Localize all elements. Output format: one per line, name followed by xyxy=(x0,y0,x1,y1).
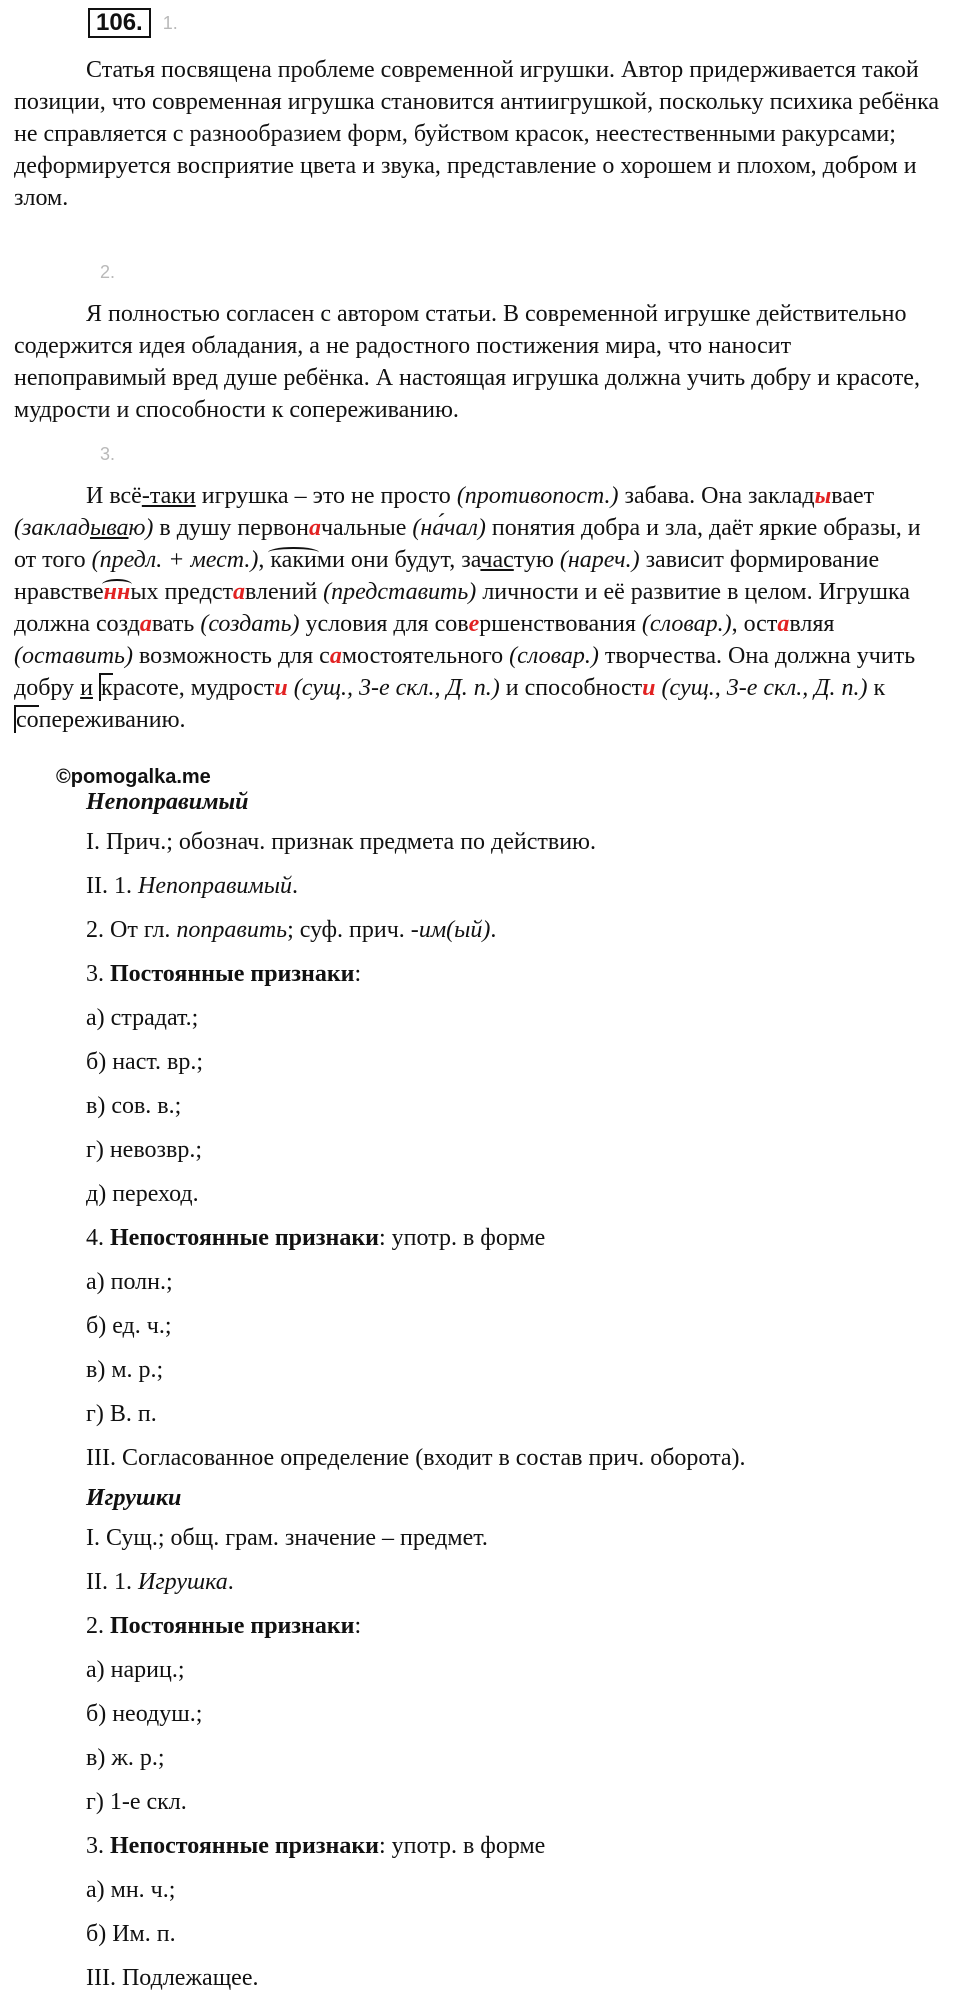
text-run: Игрушка xyxy=(137,1569,228,1595)
text-run: им(ый) xyxy=(418,917,491,943)
text-run: 2. xyxy=(86,1613,110,1639)
text-run: Непоправимый xyxy=(137,873,292,899)
text-run: 3. xyxy=(86,1833,110,1859)
text-run: зависит формирование нравстве xyxy=(14,547,880,605)
text-run: и xyxy=(642,675,656,701)
text-run: : xyxy=(354,1613,362,1639)
text-run: условия для сов xyxy=(299,611,469,637)
text-run: мостоятельного xyxy=(341,643,510,669)
analysis-line xyxy=(86,1128,946,1172)
analysis-line xyxy=(86,1392,946,1436)
analysis-line xyxy=(86,952,946,996)
text-run: Непостоянные признаки xyxy=(110,1225,379,1251)
text-run: игрушка – это не просто xyxy=(195,483,457,509)
text-run: е xyxy=(468,611,480,637)
text-run: I. Прич.; обознач. признак предмета по действию. xyxy=(86,829,596,855)
watermark: ©pomogalka.me xyxy=(56,766,211,788)
text-run: (оставить) xyxy=(14,643,133,669)
analysis-line xyxy=(86,1084,946,1128)
analysis-line xyxy=(86,1780,946,1824)
text-run: 2. От гл. xyxy=(86,917,177,943)
analysis-line xyxy=(86,1304,946,1348)
analysis-line xyxy=(86,1172,946,1216)
text-run: (создать) xyxy=(200,611,300,637)
analysis-word-title: Непоправимый xyxy=(86,789,249,815)
text-run: ых предст xyxy=(130,579,233,605)
text-run: Постоянные признаки xyxy=(110,1613,355,1639)
text-run: а) страдат.; xyxy=(86,1005,199,1031)
analysis-line xyxy=(86,1040,946,1084)
text-run: а) полн.; xyxy=(86,1269,173,1295)
text-run: вать xyxy=(151,611,201,637)
text-run: влений xyxy=(244,579,324,605)
text-run: -таки xyxy=(141,483,196,509)
text-run: в) ж. р.; xyxy=(86,1745,165,1771)
text-run: расоте, мудрост xyxy=(112,675,275,701)
text-run: Постоянные признаки xyxy=(110,961,355,987)
analysis-line xyxy=(86,864,946,908)
analysis-line xyxy=(86,1736,946,1780)
text-run: : употр. в форме xyxy=(378,1225,546,1251)
text-run: (нареч.) xyxy=(559,547,640,573)
text-run: (предл. + мест.) xyxy=(91,547,259,573)
analysis-line xyxy=(86,1348,946,1392)
analysis-line xyxy=(86,1824,946,1868)
text-run: . xyxy=(490,917,497,943)
text-run: III. Согласованное определение (входит в состав прич. оборота). xyxy=(86,1445,746,1471)
text-run: ; суф. прич. - xyxy=(287,917,419,943)
text-run: I. Сущ.; общ. грам. значение – предмет. xyxy=(86,1525,488,1551)
analysis-line xyxy=(86,1604,946,1648)
text-run: в душу первон xyxy=(153,515,309,541)
analysis-line xyxy=(86,1216,946,1260)
text-run: нн xyxy=(103,579,131,605)
text-run: и xyxy=(274,675,288,701)
analysis-line xyxy=(86,996,946,1040)
text-run: а xyxy=(329,643,342,669)
analysis-word-title: Игрушки xyxy=(86,1485,182,1511)
text-run: чальные xyxy=(320,515,413,541)
text-run: : употр. в форме xyxy=(378,1833,546,1859)
paragraph-3 xyxy=(14,480,946,736)
text-run: в) м. р.; xyxy=(86,1357,164,1383)
text-run: (заклад xyxy=(14,515,90,541)
text-run: тую xyxy=(513,547,560,573)
text-run: час xyxy=(480,547,514,573)
analysis-line xyxy=(86,820,946,864)
text-run: (на́чал) xyxy=(412,515,486,541)
task-number: 106. xyxy=(88,8,151,38)
text-run: возможность для с xyxy=(132,643,330,669)
text-run: (словар.) xyxy=(641,611,732,637)
text-run: г) 1-е скл. xyxy=(86,1789,187,1815)
analysis-line xyxy=(86,1260,946,1304)
text-run: а xyxy=(308,515,321,541)
text-run: И всё xyxy=(86,483,142,509)
text-run: ю) xyxy=(128,515,154,541)
text-run: ми они будут, за xyxy=(316,547,481,573)
analysis-line xyxy=(86,1692,946,1736)
text-run: и xyxy=(80,675,93,701)
text-run: к xyxy=(100,675,113,701)
text-run: б) наст. вр.; xyxy=(86,1049,204,1075)
text-run: б) неодуш.; xyxy=(86,1701,203,1727)
text-run: а xyxy=(232,579,245,605)
text-run: поправить xyxy=(176,917,288,943)
text-run: 3. xyxy=(86,961,110,987)
text-run: д) переход. xyxy=(86,1181,199,1207)
text-run: Непостоянные признаки xyxy=(110,1833,379,1859)
text-run: и способност xyxy=(499,675,643,701)
text-run: ршенствования xyxy=(479,611,642,637)
text-run: вляя xyxy=(789,611,835,637)
text-run: а xyxy=(777,611,790,637)
text-run: личности и её развитие в целом. Игрушка должна созд xyxy=(14,579,910,637)
morphological-analysis xyxy=(86,784,946,2000)
analysis-line xyxy=(86,1560,946,1604)
text-run: со xyxy=(16,707,39,733)
text-run: г) В. п. xyxy=(86,1401,157,1427)
text-run: ы xyxy=(814,483,832,509)
text-run: вает xyxy=(831,483,875,509)
text-run: : xyxy=(354,961,362,987)
section-number-2: 2. xyxy=(100,262,116,282)
section-number-3: 3. xyxy=(100,444,116,464)
text-run: . xyxy=(227,1569,234,1595)
analysis-line xyxy=(86,1436,946,1480)
text-run: а) мн. ч.; xyxy=(86,1877,176,1903)
analysis-line xyxy=(86,1516,946,1560)
text-run: забава. Она заклад xyxy=(618,483,815,509)
text-run: II. 1. xyxy=(86,1569,138,1595)
analysis-line xyxy=(86,908,946,952)
task-header xyxy=(88,8,178,38)
text-run: б) Им. п. xyxy=(86,1921,176,1947)
analysis-line xyxy=(86,1912,946,1956)
text-run: III. Подлежащее. xyxy=(86,1965,259,1991)
text-run: а xyxy=(139,611,152,637)
text-run: , ост xyxy=(731,611,778,637)
text-run: а) нариц.; xyxy=(86,1657,185,1683)
text-run: к xyxy=(867,675,886,701)
text-run: в) сов. в.; xyxy=(86,1093,182,1119)
text-run: . xyxy=(291,873,298,899)
text-run: II. 1. xyxy=(86,873,138,899)
section-number-1: 1. xyxy=(162,12,178,33)
text-run: (словар.) xyxy=(509,643,599,669)
paragraph-1: Статья посвящена проблеме современной игрушки. Автор придерживается такой позиции, что современная игрушка становится антиигрушкой, поскольку психика ребёнка не справляется с разнообразием форм, буйством красок, неестественными ракурсами; деформируется восприятие цвета и звука, представление о хорошем и плохом, добром и злом. xyxy=(14,57,940,211)
analysis-line xyxy=(86,1648,946,1692)
text-run: понятия добра и зла, даёт яркие образы, и от того xyxy=(14,515,921,573)
analysis-line xyxy=(86,1868,946,1912)
text-run: , xyxy=(258,547,271,573)
text-run: (сущ., 3-е скл., Д. п.) xyxy=(655,675,868,701)
text-run: (сущ., 3-е скл., Д. п.) xyxy=(287,675,500,701)
paragraph-2: Я полностью согласен с автором статьи. В современной игрушке действительно содержится идея обладания, а не радостного постижения мира, что наносит непоправимый вред душе ребёнка. А настоящая игрушка должна учить добру и красоте, мудрости и способности к сопереживанию. xyxy=(14,301,920,423)
text-run: ыва xyxy=(89,515,129,541)
analysis-line xyxy=(86,1956,946,2000)
text-run: б) ед. ч.; xyxy=(86,1313,172,1339)
text-run: г) невозвр.; xyxy=(86,1137,202,1163)
text-run: каки xyxy=(270,547,317,573)
text-run: творчества. Она должна учить добру xyxy=(14,643,916,701)
text-run: переживанию. xyxy=(38,707,186,733)
text-run: 4. xyxy=(86,1225,110,1251)
text-run: (противопост.) xyxy=(456,483,619,509)
text-run: (представить) xyxy=(323,579,477,605)
